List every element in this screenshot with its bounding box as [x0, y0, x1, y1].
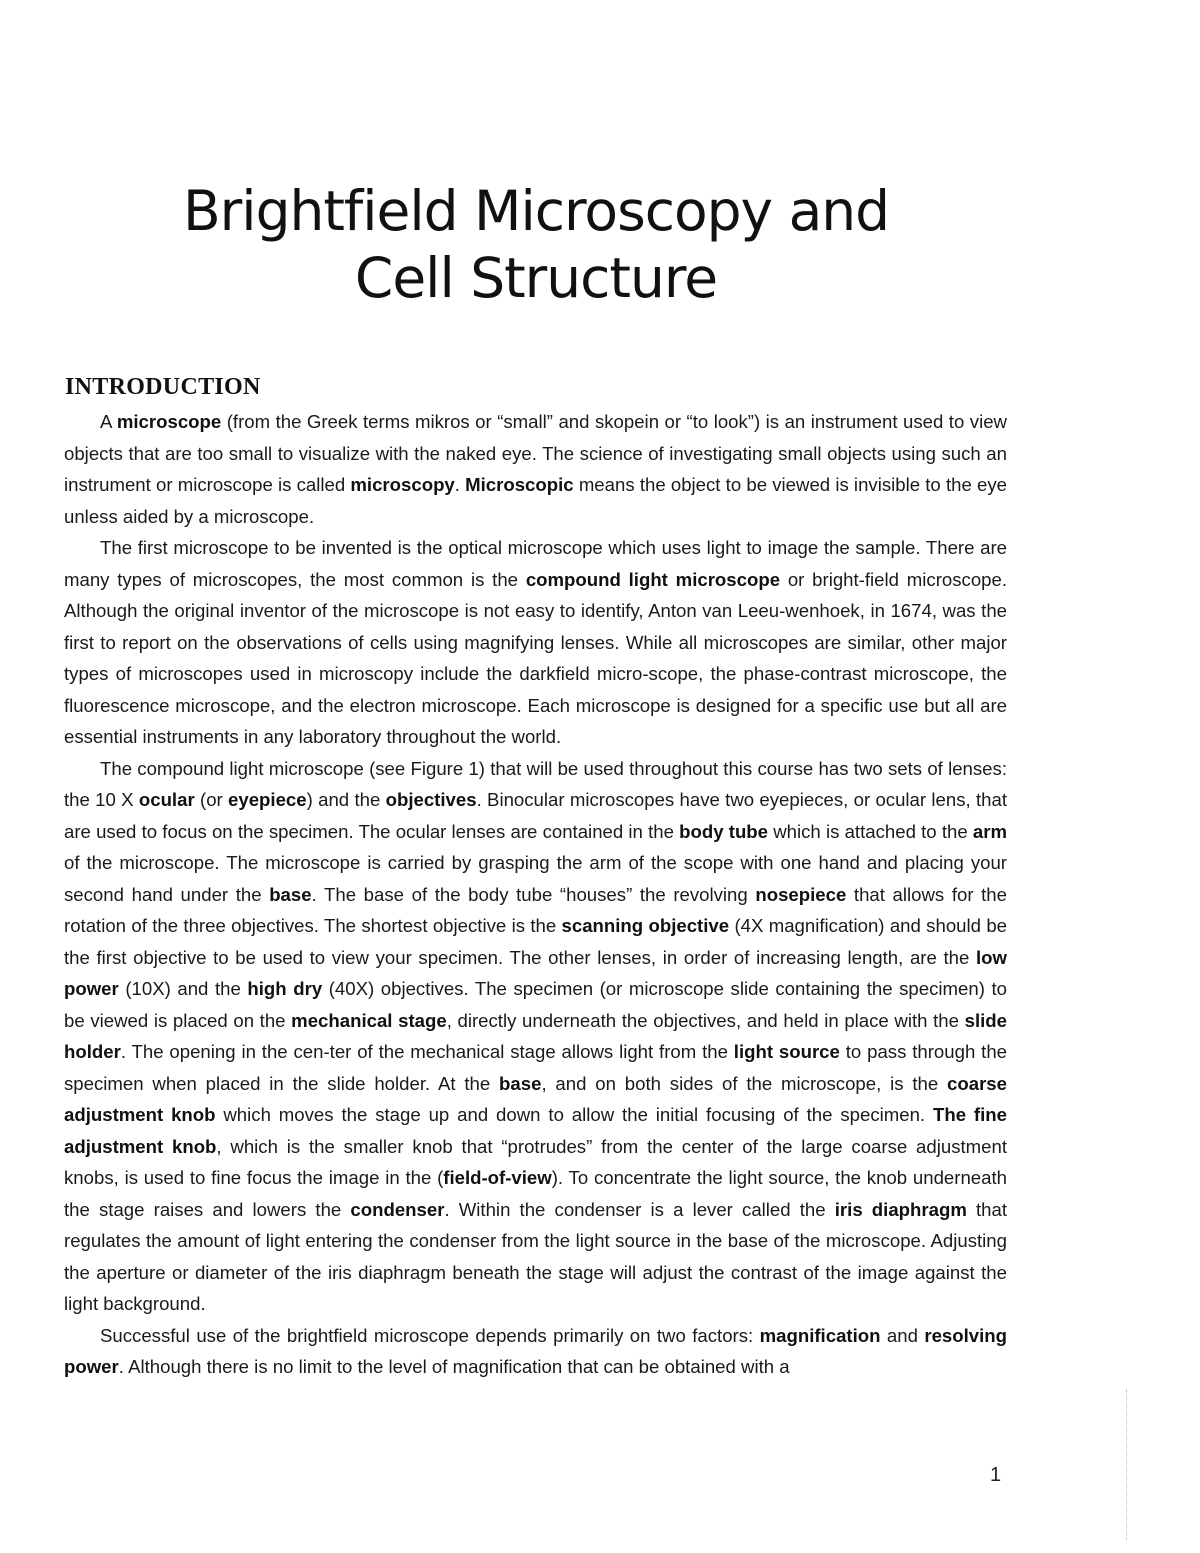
bold-term: microscopy	[350, 474, 455, 495]
bold-term: low power	[64, 946, 1007, 999]
bold-term: base	[269, 883, 312, 905]
text-run: . The opening in the cen-ter of the mechanical stage allows light from the	[120, 1041, 734, 1062]
text-run: (40X) objectives. The specimen (or microscope slide containing the specimen) to be viewed is placed on the	[64, 978, 1007, 1031]
bold-term: resolving power	[64, 1324, 1007, 1377]
page-number: 1	[990, 1464, 1002, 1486]
bold-term: iris diaphragm	[834, 1198, 967, 1220]
title-line-1: Brightfield Microscopy and	[182, 179, 890, 243]
text-run: A	[100, 411, 117, 432]
text-run: .	[454, 474, 466, 495]
bold-term: light source	[733, 1041, 840, 1062]
text-run: The first microscope to be invented is the optical microscope which uses light to image the sample. There are many types of microscopes, the most common is the	[64, 537, 1007, 590]
bold-term: field-of-view	[443, 1167, 552, 1188]
body-text	[64, 406, 1007, 1383]
bold-term: Microscopic	[465, 474, 574, 495]
bold-term: slide holder	[64, 1009, 1007, 1062]
text-run: that regulates the amount of light entering the condenser from the light source in the base of the microscope. Adjusting the aperture or diameter of the iris diaphragm beneath the stage will adjust the contrast of the image against the light background.	[64, 1198, 1008, 1314]
text-run: means the object to be viewed is invisible to the eye unless aided by a microscope.	[64, 474, 1007, 527]
text-run: The compound light microscope (see Figure 1) that will be used throughout this course has two sets of lenses: the 10 X	[64, 757, 1007, 810]
text-run: to pass through the specimen when placed in the slide holder. At the	[64, 1041, 1008, 1094]
bold-term: coarse adjustment knob	[64, 1072, 1007, 1125]
document-title	[0, 178, 1072, 312]
bold-term: body tube	[679, 820, 769, 842]
text-run: (or	[194, 789, 229, 810]
bold-term: ocular	[138, 789, 195, 810]
text-run: which is attached to the	[768, 820, 973, 842]
scan-edge-mark	[1126, 1390, 1128, 1540]
paragraph	[64, 406, 1007, 532]
title-line-2: Cell Structure	[354, 246, 718, 310]
bold-term: condenser	[350, 1198, 445, 1220]
text-run: . Binocular microscopes have two eyepieces, or ocular lens, that are used to focus on the specimen. The ocular lenses are contained in the	[64, 789, 1008, 842]
bold-term: eyepiece	[228, 789, 307, 810]
text-run: (4X magnification) and should be the first objective to be used to view your specimen. The other lenses, in order of increasing length, are the	[64, 915, 1007, 968]
bold-term: objectives	[385, 789, 477, 810]
bold-term: scanning objective	[561, 915, 730, 936]
paragraph	[64, 1320, 1007, 1383]
bold-term: nosepiece	[755, 883, 847, 905]
bold-term: magnification	[759, 1324, 881, 1346]
text-run: , which is the smaller knob that “protrudes” from the center of the large coarse adjustment knobs, is used to fine focus the image in the (	[64, 1135, 1007, 1188]
text-run: ) and the	[306, 789, 386, 810]
bold-term: base	[499, 1072, 542, 1094]
bold-term: compound light microscope	[525, 568, 781, 590]
text-run: . The base of the body tube “houses” the revolving	[311, 883, 756, 905]
text-run: which moves the stage up and down to allow the initial focusing of the specimen.	[215, 1104, 933, 1125]
bold-term: mechanical stage	[291, 1009, 447, 1031]
text-run: , directly underneath the objectives, and held in place with the	[446, 1009, 965, 1031]
text-run: Successful use of the brightfield microscope depends primarily on two factors:	[100, 1324, 760, 1346]
text-run: and	[880, 1324, 925, 1346]
text-run: . Within the condenser is a lever called the	[444, 1198, 835, 1220]
bold-term: The fine adjustment knob	[64, 1104, 1007, 1157]
text-run: that allows for the rotation of the three objectives. The shortest objective is the	[64, 883, 1007, 936]
text-run: (10X) and the	[118, 978, 248, 999]
bold-term: high dry	[247, 978, 323, 999]
bold-term: arm	[972, 820, 1007, 842]
text-run: or bright-field microscope. Although the original inventor of the microscope is not easy to identify, Anton van Leeu-wenhoek, in 1674, was the first to report on the observations of cells using magnifying lenses. While all microscopes are similar, other major types of microscopes used in microscopy include the darkfield micro-scope, the phase-contrast microscope, the fluorescence microscope, and the electron microscope. Each microscope is designed for a specific use but all are essential instruments in any laboratory throughout the world.	[64, 568, 1008, 747]
text-run: (from the Greek terms mikros or “small” and skopein or “to look”) is an instrument used to view objects that are too small to visualize with the naked eye. The science of investigating small objects using such an instrument or microscope is called	[64, 411, 1007, 495]
text-run: of the microscope. The microscope is carried by grasping the arm of the scope with one hand and placing your second hand under the	[64, 852, 1007, 905]
paragraph	[64, 753, 1007, 1320]
section-heading-introduction: INTRODUCTION	[65, 374, 261, 400]
text-run: ). To concentrate the light source, the knob underneath the stage raises and lowers the	[64, 1167, 1007, 1220]
text-run: . Although there is no limit to the level of magnification that can be obtained with a	[118, 1356, 790, 1377]
bold-term: microscope	[116, 411, 222, 432]
text-run: , and on both sides of the microscope, is the	[541, 1072, 948, 1094]
paragraph	[64, 532, 1007, 753]
